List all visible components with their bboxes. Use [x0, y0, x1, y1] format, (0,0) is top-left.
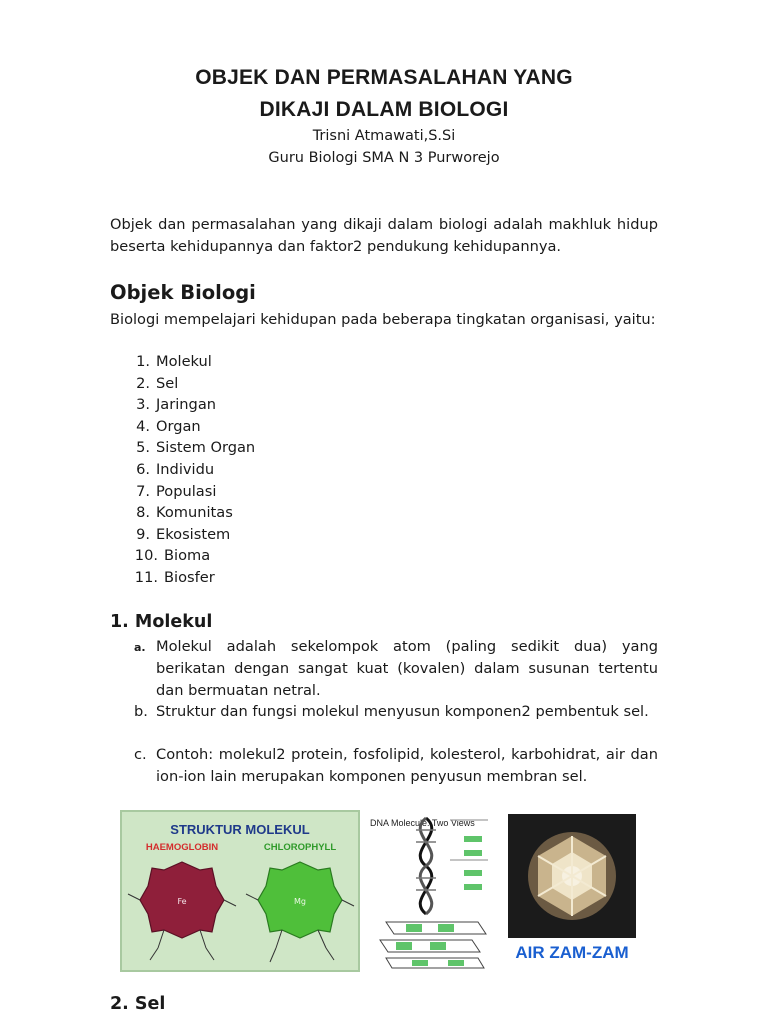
- haemoglobin-center-atom: Fe: [177, 897, 187, 906]
- list-label: Ekosistem: [156, 525, 231, 543]
- document-title-line2: DIKAJI DALAM BIOLOGI: [259, 98, 509, 121]
- list-number: 4.: [136, 417, 150, 435]
- list-label: Jaringan: [156, 396, 217, 414]
- list-number: 3.: [136, 396, 150, 414]
- list-number: 8.: [136, 504, 150, 522]
- point-marker: b.: [134, 703, 148, 720]
- zamzam-caption: AIR ZAM-ZAM: [515, 943, 629, 962]
- list-label: Sel: [156, 374, 179, 392]
- document-title-line1: OBJEK DAN PERMASALAHAN YANG: [195, 66, 573, 89]
- list-label: Populasi: [156, 482, 217, 500]
- list-number: 6.: [136, 460, 150, 478]
- list-number: 9.: [136, 525, 150, 543]
- author-name: Trisni Atmawati,S.Si: [312, 128, 456, 144]
- list-number: 2.: [136, 374, 150, 392]
- chlorophyll-center-atom: Mg: [294, 897, 306, 906]
- list-number: 11.: [134, 568, 158, 586]
- objek-intro-text: Biologi mempelajari kehidupan pada beberapa tingkatan organisasi, yaitu:: [110, 311, 656, 328]
- dna-molecule-figure: [366, 810, 502, 972]
- struktur-title: STRUKTUR MOLEKUL: [170, 822, 310, 837]
- point-marker: a.: [134, 641, 146, 654]
- list-label: Individu: [156, 460, 215, 478]
- list-number: 5.: [136, 439, 150, 457]
- struktur-molekul-figure: [120, 810, 360, 972]
- list-label: Organ: [156, 417, 201, 435]
- point-marker: c.: [134, 746, 147, 763]
- list-label: Molekul: [156, 353, 212, 370]
- point-text: Struktur dan fungsi molekul menyusun komponen2 pembentuk sel.: [156, 703, 649, 720]
- dna-label: DNA Molecule: Two Views: [370, 818, 475, 828]
- section-heading-objek-biologi: Objek Biologi: [110, 281, 256, 304]
- list-label: Biosfer: [164, 568, 215, 586]
- list-label: Bioma: [164, 547, 211, 565]
- list-label: Sistem Organ: [156, 439, 256, 457]
- list-number: 1.: [136, 353, 150, 370]
- list-number: 7.: [136, 482, 150, 500]
- list-label: Komunitas: [156, 504, 233, 522]
- section-heading-sel: 2. Sel: [110, 994, 166, 1014]
- chlorophyll-label: CHLOROPHYLL: [263, 842, 337, 853]
- list-number: 10.: [134, 547, 158, 565]
- author-affiliation: Guru Biologi SMA N 3 Purworejo: [268, 150, 500, 166]
- air-zamzam-figure: [506, 812, 644, 972]
- intro-paragraph: Objek dan permasalahan yang dikaji dalam biologi adalah makhluk hidup beserta kehidupannya dan faktor2 pendukung kehidupannya.: [110, 216, 658, 255]
- point-text: Contoh: molekul2 protein, fosfolipid, kolesterol, karbohidrat, air dan ion-ion lain merupakan komponen penyusun membran sel.: [156, 746, 658, 785]
- haemoglobin-label: HAEMOGLOBIN: [145, 842, 219, 853]
- section-heading-molekul: 1. Molekul: [110, 612, 213, 632]
- point-text: Molekul adalah sekelompok atom (paling sedikit dua) yang berikatan dengan sangat kuat (kovalen) dalam susunan tertentu dan bermuatan netral.: [156, 638, 658, 699]
- ice-crystal-drawing: [528, 832, 616, 920]
